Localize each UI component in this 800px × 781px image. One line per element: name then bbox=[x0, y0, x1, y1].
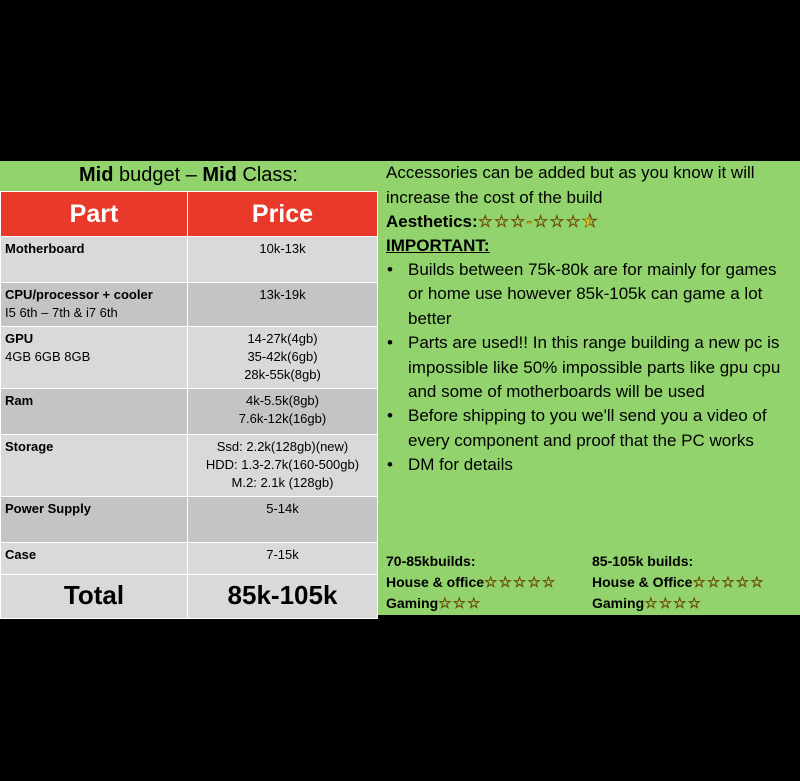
part-name: Motherboard bbox=[5, 241, 85, 256]
price-value: 4k-5.5k(8gb) bbox=[246, 393, 319, 408]
price-value: M.2: 2.1k (128gb) bbox=[231, 475, 334, 490]
price-value: HDD: 1.3-2.7k(160-500gb) bbox=[205, 457, 360, 472]
star-icon: ☆☆☆ bbox=[438, 595, 482, 612]
total-value: 85k-105k bbox=[188, 575, 378, 619]
house-office-label: House & office bbox=[386, 574, 485, 590]
house-office-label: House & Office bbox=[592, 574, 693, 590]
important-list bbox=[386, 258, 796, 478]
part-detail: I5 6th – 7th & i7 6th bbox=[5, 305, 118, 320]
part-name: Ram bbox=[5, 393, 34, 408]
gaming-label: Gaming bbox=[386, 595, 439, 611]
price-value: 7-15k bbox=[266, 547, 299, 562]
table-row bbox=[1, 327, 378, 389]
price-column-header: Price bbox=[188, 192, 378, 237]
price-value: Ssd: 2.2k(128gb)(new) bbox=[216, 439, 349, 454]
list-item: • DM for details bbox=[408, 453, 796, 477]
build-rating-85-105k bbox=[592, 551, 765, 614]
build-rating-70-85k bbox=[386, 551, 556, 614]
price-value: 28k-55k(8gb) bbox=[244, 367, 321, 382]
slide bbox=[0, 161, 800, 615]
price-value: 7.6k-12k(16gb) bbox=[238, 411, 327, 426]
price-value: 10k-13k bbox=[259, 241, 306, 256]
price-table bbox=[0, 191, 378, 619]
part-name: GPU bbox=[5, 331, 34, 346]
aesthetics-rating bbox=[386, 210, 796, 234]
star-icon: ☆☆☆☆☆ bbox=[484, 574, 557, 591]
table-row bbox=[1, 435, 378, 497]
part-name: Power Supply bbox=[5, 501, 91, 516]
page-title: Mid budget – Mid Class: bbox=[79, 164, 298, 186]
total-label: Total bbox=[1, 575, 188, 619]
accessories-note: Accessories can be added but as you know it will increase the cost of the build bbox=[386, 163, 755, 207]
total-row bbox=[1, 575, 378, 619]
table-row bbox=[1, 237, 378, 283]
build-title: 85-105k builds: bbox=[592, 553, 694, 569]
table-row bbox=[1, 389, 378, 435]
price-value: 35-42k(6gb) bbox=[247, 349, 318, 364]
price-value: 5-14k bbox=[266, 501, 299, 516]
part-name: Storage bbox=[5, 439, 54, 454]
list-item: • Parts are used!! In this range building a new pc is impossible like 50% impossible parts like gpu cpu and some of motherboards will be used bbox=[408, 331, 796, 404]
price-value: 14-27k(4gb) bbox=[247, 331, 318, 346]
gaming-label: Gaming bbox=[592, 595, 645, 611]
star-icon: ☆☆☆☆☆ bbox=[692, 574, 765, 591]
part-name: CPU/processor + cooler bbox=[5, 287, 153, 302]
table-row bbox=[1, 283, 378, 327]
table-header-row bbox=[1, 192, 378, 237]
table-row bbox=[1, 543, 378, 575]
important-heading: IMPORTANT: bbox=[386, 236, 490, 255]
aesthetics-label: Aesthetics: bbox=[386, 212, 478, 231]
notes-panel bbox=[386, 161, 796, 478]
star-icon: ☆☆☆-☆☆☆⯪ bbox=[477, 212, 599, 231]
build-title: 70-85kbuilds: bbox=[386, 553, 476, 569]
part-detail: 4GB 6GB 8GB bbox=[5, 349, 91, 364]
table-row bbox=[1, 497, 378, 543]
price-value: 13k-19k bbox=[259, 287, 306, 302]
star-icon: ☆☆☆☆ bbox=[644, 595, 702, 612]
part-column-header: Part bbox=[1, 192, 188, 237]
list-item: • Builds between 75k-80k are for mainly for games or home use however 85k-105k can game a lot better bbox=[408, 258, 796, 331]
list-item: • Before shipping to you we'll send you a video of every component and proof that the PC works bbox=[408, 404, 796, 453]
part-name: Case bbox=[5, 547, 37, 562]
